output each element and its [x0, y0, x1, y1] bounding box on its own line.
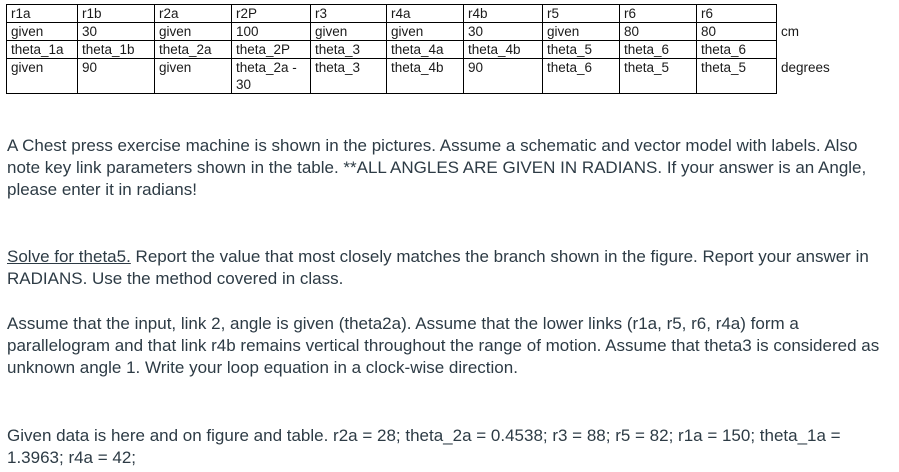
- table-cell: theta_3: [311, 59, 387, 94]
- table-cell: 90: [464, 59, 543, 94]
- task-text: Report the value that most closely matches the branch shown in the figure. Report your answer in RADIANS. Use the method covered in class.: [7, 247, 869, 288]
- table-cell: theta_4a: [387, 41, 464, 59]
- table-cell: given: [387, 23, 464, 41]
- table-cell: theta_3: [311, 41, 387, 59]
- unit-label: degrees: [781, 59, 830, 75]
- table-cell: 90: [78, 59, 155, 94]
- table-cell: r2P: [232, 5, 311, 23]
- given-data: Given data is here and on figure and table. r2a = 28; theta_2a = 0.4538; r3 = 88; r5 = 82; r1a = 150; theta_1a = 1.3963; r4a = 42;: [7, 426, 841, 467]
- table-cell: 80: [697, 23, 777, 41]
- task-highlight: Solve for theta5.: [7, 247, 131, 266]
- table-cell: r6: [697, 5, 777, 23]
- problem-intro: A Chest press exercise machine is shown in the pictures. Assume a schematic and vector model with labels. Also note key link parameters shown in the table. **ALL ANGLES ARE GIVEN IN RADIANS. If your answer is an Angle, please enter it in radians!: [7, 136, 867, 199]
- table-cell: r1a: [7, 5, 78, 23]
- table-cell: [777, 41, 846, 59]
- table-cell: theta_6: [697, 41, 777, 59]
- table-cell: theta_6: [543, 59, 620, 94]
- table-row: [7, 41, 846, 59]
- unit-label: cm: [781, 23, 799, 39]
- table-cell: theta_5: [543, 41, 620, 59]
- problem-task: [7, 246, 887, 290]
- table-cell: theta_1b: [78, 41, 155, 59]
- table-cell: [777, 5, 846, 23]
- table-cell: given: [7, 23, 78, 41]
- table-cell: theta_4b: [464, 41, 543, 59]
- table-cell: theta_2a: [155, 41, 232, 59]
- table-cell: theta_1a: [7, 41, 78, 59]
- table-cell: theta_5: [697, 59, 777, 94]
- problem-assumptions: Assume that the input, link 2, angle is given (theta2a). Assume that the lower links (r1a, r5, r6, r4a) form a parallelogram and that link r4b remains vertical throughout the range of motion. Assume that theta3 is considered as unknown angle 1. Write your loop equation in a clock-wise direction.: [7, 314, 880, 377]
- table-cell: r1b: [78, 5, 155, 23]
- table-cell: 80: [620, 23, 697, 41]
- parameter-table: [6, 4, 846, 94]
- table-cell: r2a: [155, 5, 232, 23]
- table-cell: theta_2P: [232, 41, 311, 59]
- table-cell: r3: [311, 5, 387, 23]
- table-cell: given: [543, 23, 620, 41]
- table-row: [7, 59, 846, 94]
- table-cell: r4b: [464, 5, 543, 23]
- table-cell: r6: [620, 5, 697, 23]
- table-cell: theta_5: [620, 59, 697, 94]
- table-cell: 100: [232, 23, 311, 41]
- table-cell: given: [155, 59, 232, 94]
- table-cell: 30: [464, 23, 543, 41]
- table-cell: given: [155, 23, 232, 41]
- table-row: [7, 5, 846, 23]
- table-cell: given: [7, 59, 78, 94]
- table-cell: 30: [78, 23, 155, 41]
- table-cell: theta_2a - 30: [232, 59, 311, 94]
- table-cell: theta_4b: [387, 59, 464, 94]
- table-cell: r4a: [387, 5, 464, 23]
- table-cell: r5: [543, 5, 620, 23]
- table-cell: theta_6: [620, 41, 697, 59]
- table-row: [7, 23, 846, 41]
- table-cell: given: [311, 23, 387, 41]
